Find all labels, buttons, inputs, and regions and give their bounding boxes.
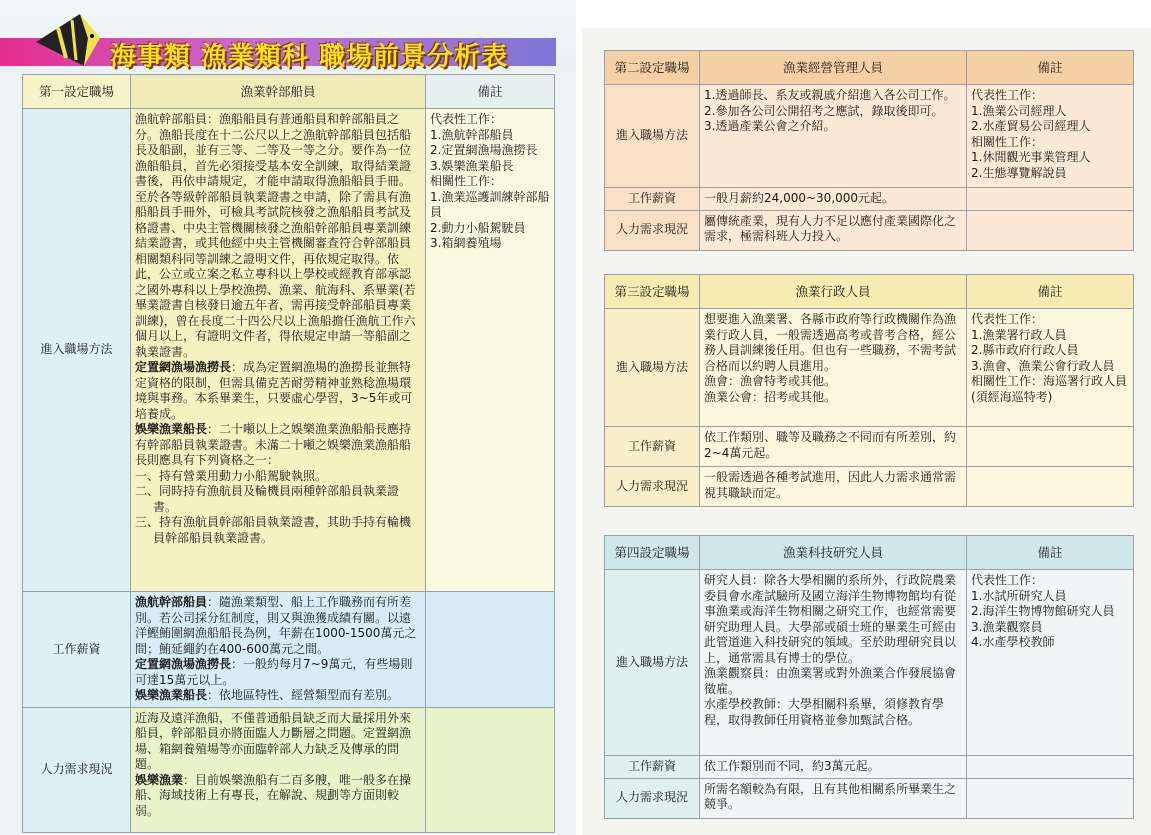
header-note: 備註 — [967, 536, 1134, 570]
row-label: 進入職場方法 — [605, 570, 700, 756]
row-content: 所需名額較為有限，且有其他相關系所畢業生之競爭。 — [700, 778, 967, 818]
row-content: 依工作類別而不同，約3萬元起。 — [700, 756, 967, 779]
header-setting: 第三設定職場 — [605, 275, 700, 309]
table-research-staff — [604, 535, 1134, 819]
row-content: 1.透過師長、系友或親戚介紹進入各公司工作。 2.參加各公司公開招考之應試，錄取後即可。 3.透過產業公會之介紹。 — [700, 85, 967, 188]
header-setting: 第一設定職場 — [23, 75, 131, 109]
table-row — [605, 570, 1134, 756]
title-banner — [0, 0, 576, 72]
list-item: 二、同時持有漁航員及輪機員兩種幹部船員執業證書。 — [135, 484, 400, 514]
paragraph: 娛樂漁業船長：依地區特性、經營類型而有差別。 — [135, 688, 400, 702]
row-content: 想要進入漁業署、各縣市政府等行政機關作為漁業行政人員，一般需透過高考或普考合格，經公務人員訓練後任用。但也有一些職務，不需考試合格而以約聘人員進用。 漁會：漁會特考或其他。 漁業公會：招考或其他。 — [700, 309, 967, 427]
paragraph: 娛樂漁業船長：二十噸以上之娛樂漁業漁船船長應持有幹部船員執業證書。未滿二十噸之娛樂漁業漁船船長則應具有下列資格之一： — [135, 422, 412, 467]
header-title: 漁業經營管理人員 — [700, 51, 967, 85]
row-content: 一般月薪約24,000~30,000元起。 — [700, 188, 967, 211]
row-content — [131, 109, 426, 592]
row-label: 人力需求現況 — [605, 210, 700, 250]
row-content: 屬傳統產業，現有人力不足以應付產業國際化之需求，極需科班人力投入。 — [700, 210, 967, 250]
row-content — [131, 707, 426, 832]
row-content: 研究人員：除各大學相關的系所外，行政院農業委員會水產試驗所及國立海洋生物博物館均有從事漁業或海洋生物相關之研究工作，也經常需要研究助理人員。大學部或碩士班的畢業生可經由此管道進入科技研究的領域。至於助理研究員以上，通常需具有博士的學位。 漁業觀察員：由漁業署或對外漁業合作發展協會徵雇。 水產學校教師：大學相關科系畢，須修教育學程，取得教師任用資格並參加甄試合格。 — [700, 570, 967, 756]
table-administrative-staff — [604, 274, 1134, 507]
table-row — [605, 85, 1134, 188]
table-row — [605, 210, 1134, 250]
table-row — [23, 109, 555, 592]
row-note — [967, 778, 1134, 818]
row-note — [426, 592, 555, 708]
row-label: 工作薪資 — [605, 427, 700, 467]
page-title: 海事類 漁業類科 職場前景分析表 — [110, 42, 509, 72]
paragraph: 娛樂漁業：目前娛樂漁船有二百多艘，唯一般多在操船、海域技術上有專長，在解說、規劃等方面則較弱。 — [135, 772, 412, 818]
paragraph: 漁航幹部船員：隨漁業類型、船上工作職務而有所差別。若公司採分紅制度，則又與漁獲成績有關。以遠洋鰹鮪圍網漁船船長為例，年薪在1000-1500萬元之間；鮪延繩釣在400-600萬元之間。 — [135, 595, 417, 656]
row-note: 代表性工作： 1.漁航幹部船員 2.定置網漁場漁撈長 3.娛樂漁業船長 相關性工作： 1.漁業巡護訓練幹部船員 2.動力小船駕駛員 3.箱網養殖場 — [426, 109, 555, 592]
table-row — [605, 188, 1134, 211]
header-note: 備註 — [967, 51, 1134, 85]
table-row — [605, 309, 1134, 427]
row-content: 依工作類別、職等及職務之不同而有所差別，約2~4萬元起。 — [700, 427, 967, 467]
header-title: 漁業科技研究人員 — [700, 536, 967, 570]
row-note: 代表性工作： 1.漁業公司經理人 2.水產貿易公司經理人 相關性工作： 1.休閒觀光事業管理人 2.生態導覽解說員 — [967, 85, 1134, 188]
row-note: 代表性工作： 1.水試所研究人員 2.海洋生物博物館研究人員 3.漁業觀察員 4.水產學校教師 — [967, 570, 1134, 756]
row-label: 人力需求現況 — [605, 467, 700, 507]
row-label: 進入職場方法 — [605, 309, 700, 427]
row-note — [967, 188, 1134, 211]
table-fishery-officers — [22, 74, 555, 833]
row-content — [131, 592, 426, 708]
paragraph: 漁航幹部船員：漁船船員有普通船員和幹部船員之分。漁船長度在十二公尺以上之漁航幹部船員包括船長及船副，並有三等、二等及一等之分。要作為一位漁船船員，首先必須接受基本安全訓練，取得結業證書後，再依申請規定，才能申請取得漁船船員手冊。至於各等級幹部船員執業證書之申請，除了需具有漁船船員手冊外，可檢具考試院核發之漁船船員考試及格證書、中央主管機關核發之漁船幹部船員專業訓練結業證書，或其他經中央主管機關審查符合幹部船員相關類科同等訓練之證明文件，再依規定取得。依此，公立或立案之私立專科以上學校或經教育部承認之國外專科以上學校漁撈、漁業、航海科、系畢業(若畢業證書自核發日逾五年者，需再接受幹部船員專業訓練)，曾在長度二十四公尺以上漁船擔任漁航工作六個月以上，有證明文件者，得依規定申請一等船副之執業證書。 — [135, 112, 416, 359]
row-label: 進入職場方法 — [605, 85, 700, 188]
table-row — [605, 467, 1134, 507]
list-item: 三、持有漁航員幹部船員執業證書，其助手持有輪機員幹部船員執業證書。 — [135, 515, 412, 545]
row-label: 工作薪資 — [605, 188, 700, 211]
list-item: 一、持有營業用動力小船駕駛執照。 — [135, 468, 328, 483]
header-setting: 第四設定職場 — [605, 536, 700, 570]
angelfish-icon — [28, 8, 108, 70]
row-note — [967, 210, 1134, 250]
row-note — [967, 427, 1134, 467]
header-note: 備註 — [426, 75, 555, 109]
header-title: 漁業行政人員 — [700, 275, 967, 309]
row-label: 工作薪資 — [23, 592, 131, 708]
row-label: 工作薪資 — [605, 756, 700, 779]
paragraph: 定置網漁場漁撈長：成為定置網漁場的漁撈長並無特定資格的限制，但需具備克苦耐勞精神並熟稔漁場環境與事務。本系畢業生，只要虛心學習，3~5年或可培養成。 — [135, 360, 413, 421]
row-label: 人力需求現況 — [23, 707, 131, 832]
row-content: 一般需透過各種考試進用，因此人力需求通常需視其職缺而定。 — [700, 467, 967, 507]
table-row — [605, 778, 1134, 818]
table-row — [23, 707, 555, 832]
row-note — [426, 707, 555, 832]
table-row — [605, 756, 1134, 779]
header-title: 漁業幹部船員 — [131, 75, 426, 109]
header-note: 備註 — [967, 275, 1134, 309]
row-label: 進入職場方法 — [23, 109, 131, 592]
row-note — [967, 756, 1134, 779]
row-label: 人力需求現況 — [605, 778, 700, 818]
header-setting: 第二設定職場 — [605, 51, 700, 85]
paragraph: 定置網漁場漁撈長：一般約每月7~9萬元，有些場則可達15萬元以上。 — [135, 657, 413, 687]
table-row — [23, 592, 555, 708]
row-note — [967, 467, 1134, 507]
table-row — [605, 427, 1134, 467]
row-note: 代表性工作： 1.漁業署行政人員 2.縣市政府行政人員 3.漁會、漁業公會行政人員 相關性工作：海巡署行政人員(須經海巡特考) — [967, 309, 1134, 427]
paragraph: 近海及遠洋漁船，不僅普通船員缺乏而大量採用外來船員，幹部船員亦將面臨人力斷層之問題。定置網漁場、箱網養殖場等亦面臨幹部人力缺乏及傳承的問題。 — [135, 710, 412, 771]
table-management-staff — [604, 50, 1134, 251]
